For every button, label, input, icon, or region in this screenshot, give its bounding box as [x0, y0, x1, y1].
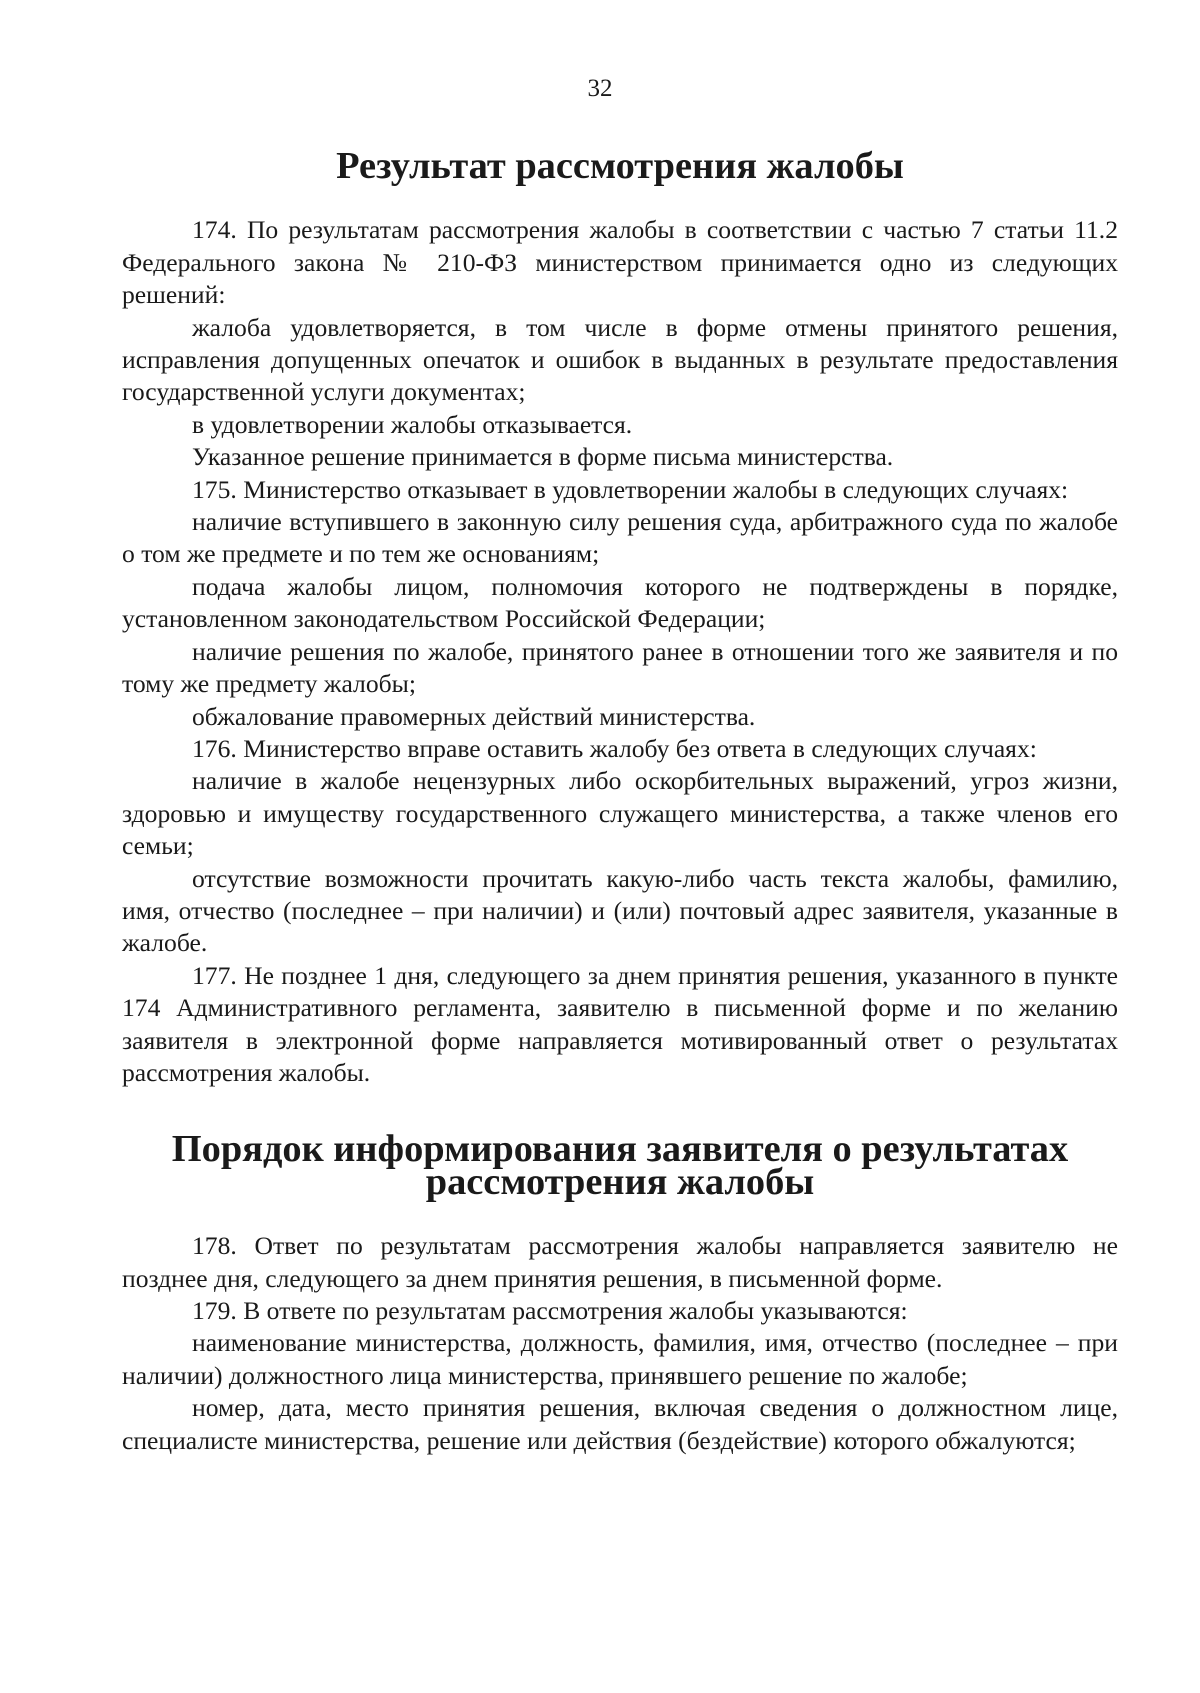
- paragraph: 179. В ответе по результатам рассмотрения жалобы указываются:: [192, 1296, 908, 1325]
- paragraph: Указанное решение принимается в форме письма министерства.: [192, 442, 894, 472]
- paragraph: наличие вступившего в законную силу решения суда, арбитражного суда по жалобе о том же предмете и по тем же основаниям;: [122, 507, 1118, 569]
- paragraph: подача жалобы лицом, полномочия которого не подтверждены в порядке, установленном законодательством Российской Федерации;: [122, 571, 1118, 634]
- paragraph: номер, дата, место принятия решения, включая сведения о должностном лице, специалисте министерства, решение или действия (бездействие) которого обжалуются;: [122, 1393, 1118, 1455]
- paragraph: наличие в жалобе нецензурных либо оскорбительных выражений, угроз жизни, здоровью и имуществу государственного служащего министерства, а также членов его семьи;: [122, 766, 1118, 861]
- document-body: [122, 145, 1118, 1457]
- section-heading-result: Результат рассмотрения жалобы: [336, 145, 904, 187]
- section-informing-body: [122, 1230, 1118, 1457]
- paragraph: отсутствие возможности прочитать какую-либо часть текста жалобы, фамилию, имя, отчество (последнее – при наличии) и (или) почтовый адрес заявителя, указанные в жалобе.: [122, 863, 1118, 958]
- section-result-body: [122, 214, 1118, 1089]
- paragraph: 174. По результатам рассмотрения жалобы в соответствии с частью 7 статьи 11.2 Федерального закона № 210-ФЗ министерством принимается одно из следующих решений:: [122, 215, 1118, 310]
- paragraph: обжалование правомерных действий министерства.: [192, 701, 756, 731]
- page-number: 32: [587, 75, 613, 102]
- section-heading-line: рассмотрения жалобы: [425, 1160, 815, 1203]
- paragraph: жалоба удовлетворяется, в том числе в форме отмены принятого решения, исправления допущенных опечаток и ошибок в выданных в результате предоставления государственной услуги документах;: [122, 312, 1118, 407]
- paragraph: наименование министерства, должность, фамилия, имя, отчество (последнее – при наличии) должностного лица министерства, принявшего решение по жалобе;: [122, 1328, 1118, 1390]
- section-heading-line: Порядок информирования заявителя о результатах: [171, 1128, 1069, 1171]
- paragraph: 177. Не позднее 1 дня, следующего за днем принятия решения, указанного в пункте 174 Административного регламента, заявителю в письменной форме и по желанию заявителя в электронной форме направляется мотивированный ответ о результатах рассмотрения жалобы.: [122, 960, 1118, 1087]
- paragraph: 175. Министерство отказывает в удовлетворении жалобы в следующих случаях:: [192, 474, 1069, 504]
- paragraph: в удовлетворении жалобы отказывается.: [192, 409, 633, 439]
- paragraph: 176. Министерство вправе оставить жалобу без ответа в следующих случаях:: [192, 733, 1037, 763]
- paragraph: 178. Ответ по результатам рассмотрения жалобы направляется заявителю не позднее дня, следующего за днем принятия решения, в письменной форме.: [122, 1231, 1118, 1293]
- paragraph: наличие решения по жалобе, принятого ранее в отношении того же заявителя и по тому же предмету жалобы;: [122, 636, 1118, 699]
- section-heading-informing: [122, 1128, 1118, 1203]
